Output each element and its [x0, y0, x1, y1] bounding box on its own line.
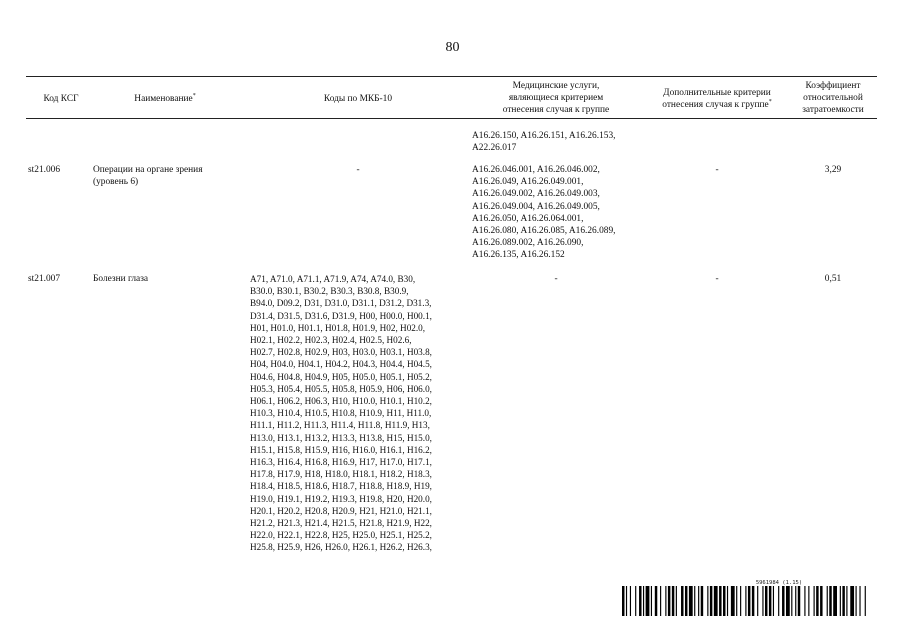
header-coef: Коэффициент относительной затратоемкости: [802, 81, 864, 115]
barcode-bar: [816, 586, 818, 616]
barcode-bar: [681, 586, 683, 616]
header-extra-text: Дополнительные критерии отнесения случая к группе: [662, 88, 771, 110]
barcode-bar: [660, 586, 661, 616]
barcode-bar: [685, 586, 687, 616]
barcode-bar: [752, 586, 754, 616]
barcode-bar: [859, 586, 860, 616]
header-bottom-rule: [26, 118, 877, 119]
barcode-bar: [829, 586, 831, 616]
barcode-bar: [814, 586, 815, 616]
barcode-bar: [846, 586, 847, 616]
continuation-services: A16.26.150, A16.26.151, A16.26.153, A22.26.017: [472, 131, 616, 154]
header-extra-footnote-mark: *: [768, 99, 772, 105]
barcode-bar: [727, 586, 728, 616]
barcode-bar: [672, 586, 674, 616]
barcode-bar: [795, 586, 796, 616]
barcode-bar: [665, 586, 666, 616]
page-number: 80: [445, 40, 460, 55]
header-name-text: Наименование: [134, 94, 193, 104]
header-services: Медицинские услуги, являющиеся критерием отнесения случая к группе: [502, 81, 610, 115]
barcode-bar: [765, 586, 767, 616]
barcode-bar: [757, 586, 758, 616]
header-name-footnote-mark: *: [192, 93, 196, 99]
barcode-bar: [689, 586, 693, 616]
barcode-bar: [714, 586, 718, 616]
barcode-bar: [798, 586, 800, 616]
row-code: st21.006: [28, 165, 61, 175]
barcode-bar: [791, 586, 792, 616]
barcode-bar: [701, 586, 703, 616]
barcode-bar: [639, 586, 641, 616]
row-coef: 0,51: [824, 274, 842, 284]
barcode-bar: [630, 586, 631, 616]
barcode-bar: [773, 586, 774, 616]
barcode-bar: [646, 586, 650, 616]
barcode-bar: [769, 586, 771, 616]
barcode-bar: [827, 586, 828, 616]
barcode-bar: [651, 586, 652, 616]
barcode-bar: [626, 586, 627, 616]
barcode-bar: [762, 586, 763, 616]
row-code: st21.007: [28, 274, 61, 284]
row-extra: -: [715, 165, 719, 175]
barcode-bar: [643, 586, 644, 616]
barcode-bar: [778, 586, 779, 616]
barcode-bar: [804, 586, 805, 616]
row-mkb: -: [356, 165, 360, 175]
header-name: [100, 93, 230, 105]
row-services: -: [554, 274, 558, 284]
row-name: Операции на органе зрения (уровень 6): [93, 165, 203, 188]
row-extra: -: [715, 274, 719, 284]
barcode-bar: [736, 586, 737, 616]
row-name: Болезни глаза: [93, 274, 149, 284]
barcode-bar: [635, 586, 636, 616]
barcode-block: [622, 580, 866, 616]
barcode-bar: [786, 586, 790, 616]
barcode-bar: [865, 586, 866, 616]
barcode-bar: [745, 586, 746, 616]
barcode-bar: [710, 586, 712, 616]
barcode-bar: [820, 586, 822, 616]
header-extra: [646, 87, 788, 111]
barcode: [622, 586, 866, 616]
barcode-bar: [850, 586, 854, 616]
barcode-bar: [622, 586, 624, 616]
barcode-bar: [707, 586, 708, 616]
barcode-bar: [731, 586, 735, 616]
barcode-bar: [840, 586, 841, 616]
barcode-bar: [808, 586, 809, 616]
barcode-bar: [723, 586, 725, 616]
barcode-bar: [748, 586, 750, 616]
barcode-bar: [668, 586, 670, 616]
header-code: Код КСГ: [43, 94, 79, 104]
barcode-bar: [694, 586, 695, 616]
barcode-bar: [782, 586, 784, 616]
row-mkb: A71, A71.0, A71.1, A71.9, A74, A74.0, B30, B30.0, B30.1, B30.2, B30.3, B30.8, B30.9, B94.0, D09.2, D31, D31.0, D31.1, D31.2, D31.3, D31.4, D31.5, D31.6, D31.9, H00, H00.0, H00.1, H01, H01.0, H01.1, H01.8, H01.9, H02, H02.0, H02.1, H02.2, H02.3, H02.4, H02.5, H02.6, H02.7, H02.8, H02.9, H03, H03.0, H03.1, H03.8, H04, H04.0, H04.1, H04.2, H04.3, H04.4, H04.5, H04.6, H04.8, H04.9, H05, H05.0, H05.1, H05.2, H05.3, H05.4, H05.5, H05.8, H05.9, H06, H06.0, H06.1, H06.2, H06.3, H10, H10.0, H10.1, H10.2, H10.3, H10.4, H10.5, H10.8, H10.9, H11, H11.0, H11.1, H11.2, H11.3, H11.4, H11.8, H11.9, H13, H13.0, H13.1, H13.2, H13.3, H13.8, H15, H15.0, H15.1, H15.8, H15.9, H16, H16.0, H16.1, H16.2, H16.3, H16.4, H16.8, H16.9, H17, H17.0, H17.1, H17.8, H17.9, H18, H18.0, H18.1, H18.2, H18.3, H18.4, H18.5, H18.6, H18.7, H18.8, H18.9, H19, H19.0, H19.1, H19.2, H19.3, H19.8, H20, H20.0, H20.1, H20.2, H20.8, H20.9, H21, H21.0, H21.1, H21.2, H21.3, H21.4, H21.5, H21.8, H21.9, H22, H22.0, H22.1, H22.8, H25, H25.0, H25.1, H25.2, H25.8, H25.9, H26, H26.0, H26.1, H26.2, H26.3,: [250, 274, 432, 553]
barcode-bar: [856, 586, 857, 616]
table-top-rule: [26, 76, 877, 77]
barcode-bar: [833, 586, 837, 616]
barcode-bar: [655, 586, 657, 616]
row-services: A16.26.046.001, A16.26.046.002, A16.26.049, A16.26.049.001, A16.26.049.002, A16.26.049.003, A16.26.049.004, A16.26.049.005, A16.26.050, A16.26.064.001, A16.26.080, A16.26.085, A16.26.089, A16.26.089.002, A16.26.090, A16.26.135, A16.26.152: [472, 165, 616, 261]
barcode-bar: [719, 586, 721, 616]
barcode-bar: [842, 586, 844, 616]
header-mkb: Коды по МКБ-10: [323, 94, 393, 104]
barcode-label: 5961984 (1.15): [755, 580, 803, 586]
barcode-bar: [740, 586, 741, 616]
barcode-bar: [676, 586, 677, 616]
row-coef: 3,29: [824, 165, 842, 175]
barcode-bar: [698, 586, 699, 616]
